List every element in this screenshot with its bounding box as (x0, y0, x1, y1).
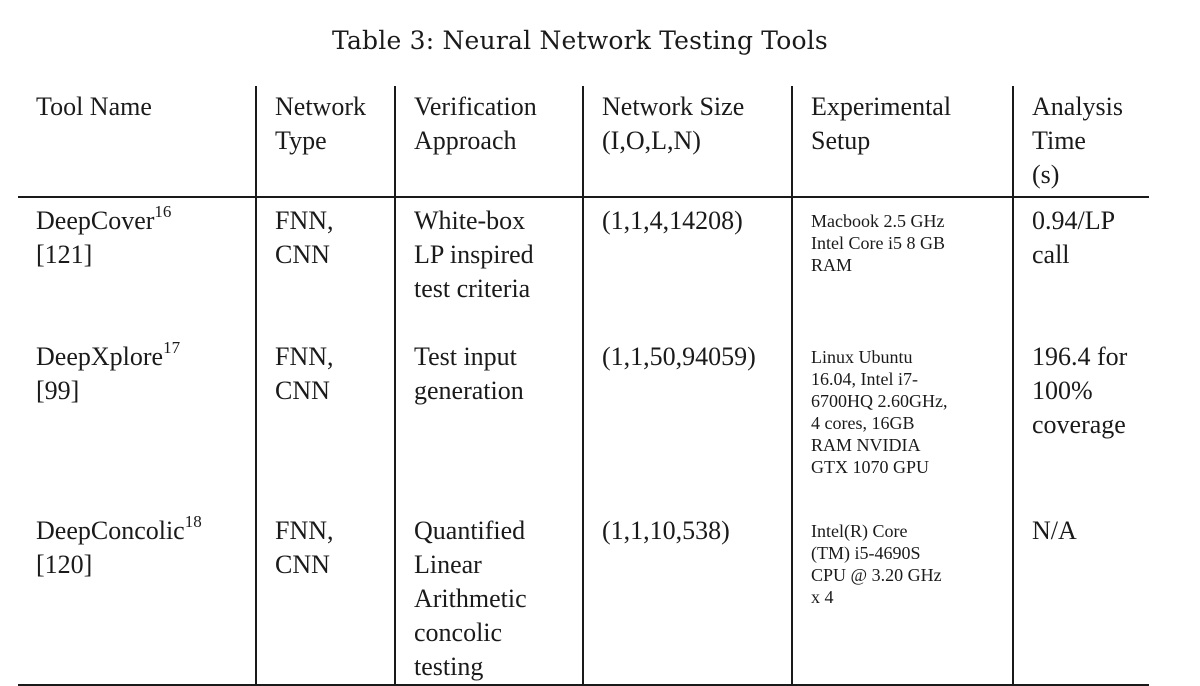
cell-network-size: (1,1,10,538) (583, 508, 792, 685)
cell-setup: Macbook 2.5 GHz Intel Core i5 8 GB RAM (792, 197, 1013, 334)
cell-network-type: FNN, CNN (256, 197, 395, 334)
testing-tools-table (18, 86, 1149, 686)
cell-tool: DeepConcolic$^{18}$ [120] (36, 512, 202, 579)
table-header-row (18, 86, 1149, 197)
header-analysis-time: Analysis Time (s) (1013, 86, 1149, 197)
header-network-type: Network Type (256, 86, 395, 197)
cell-approach: Quantified Linear Arithmetic concolic testing (395, 508, 583, 685)
table-row (18, 508, 1149, 685)
cell-network-size: (1,1,4,14208) (583, 197, 792, 334)
table-caption: Table 3: Neural Network Testing Tools (332, 26, 828, 55)
cell-network-type: FNN, CNN (256, 334, 395, 508)
cell-analysis-time: 196.4 for 100% coverage (1013, 334, 1149, 508)
header-network-size: Network Size (I,O,L,N) (583, 86, 792, 197)
cell-analysis-time: N/A (1013, 508, 1149, 685)
header-experimental-setup: Experimental Setup (792, 86, 1013, 197)
cell-network-type: FNN, CNN (256, 508, 395, 685)
header-tool-name: Tool Name (36, 92, 152, 121)
cell-tool: DeepXplore$^{17}$ [99] (36, 338, 181, 405)
cell-analysis-time: 0.94/LP call (1013, 197, 1149, 334)
cell-approach: White-box LP inspired test criteria (395, 197, 583, 334)
cell-setup: Linux Ubuntu 16.04, Intel i7- 6700HQ 2.60GHz, 4 cores, 16GB RAM NVIDIA GTX 1070 GPU (792, 334, 1013, 508)
cell-approach: Test input generation (395, 334, 583, 508)
table-row (18, 197, 1149, 334)
table-row (18, 334, 1149, 508)
cell-network-size: (1,1,50,94059) (583, 334, 792, 508)
header-verification-approach: Verification Approach (395, 86, 583, 197)
cell-setup: Intel(R) Core (TM) i5-4690S CPU @ 3.20 GHz x 4 (792, 508, 1013, 685)
cell-tool: DeepCover$^{16}$ [121] (36, 202, 172, 269)
